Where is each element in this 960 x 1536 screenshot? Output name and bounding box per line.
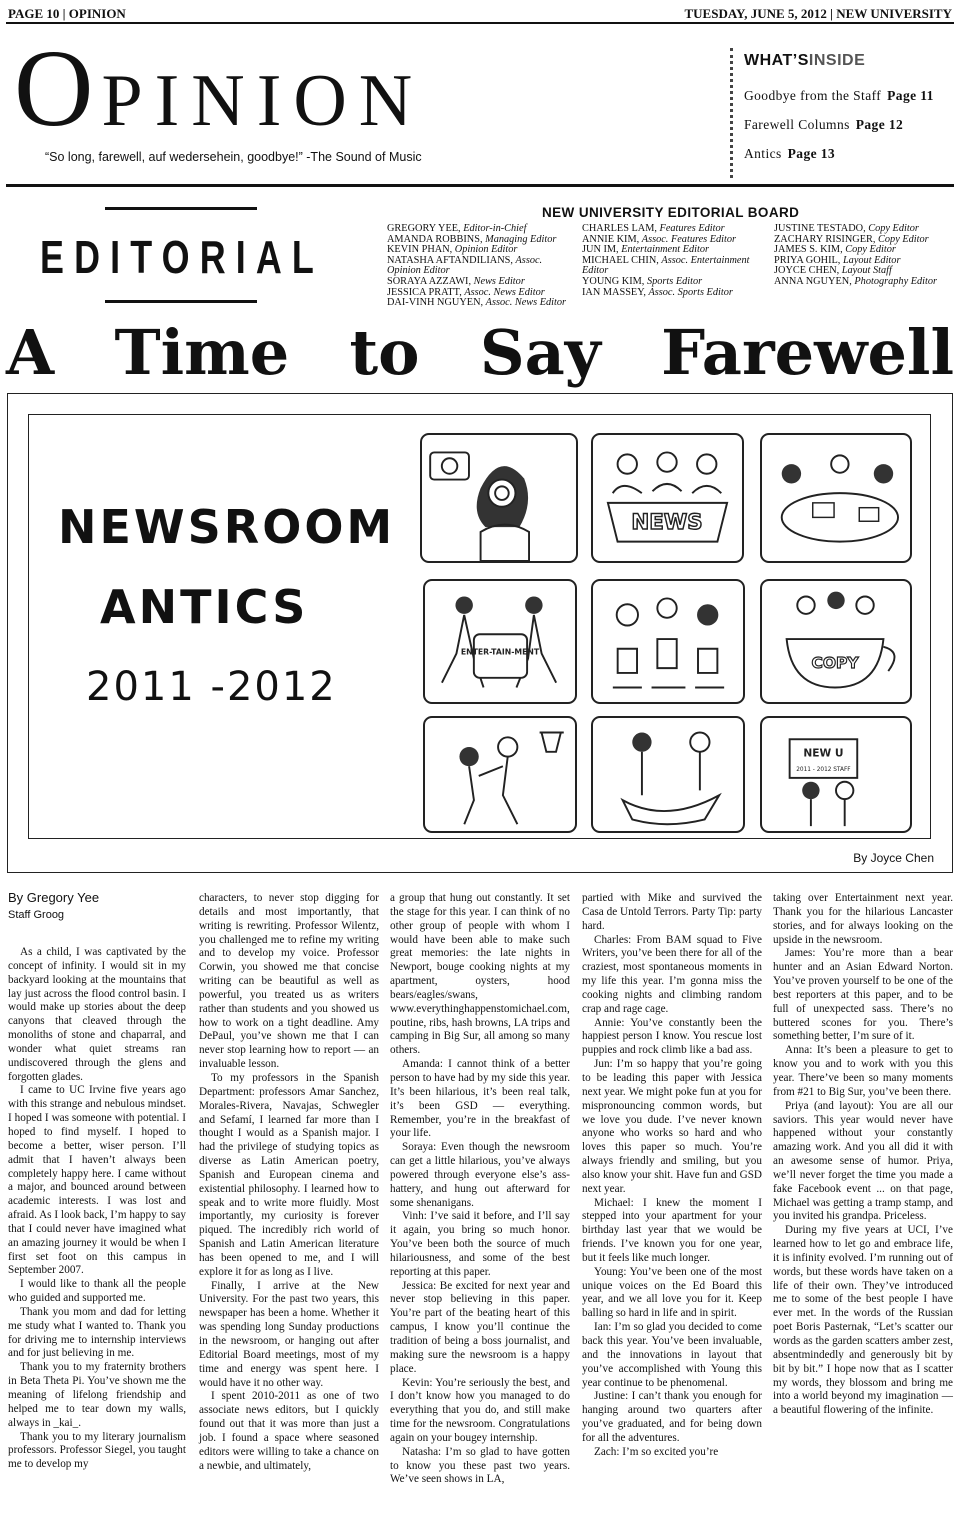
article-paragraph: Finally, I arrive at the New University. For the past two years, this newspaper has been a home. Whether it was spending long Sunday productions in the newsroom, or hanging out after Editorial Board meetings, most of my time and energy was spent here. I would have it no other way. (199, 1279, 379, 1389)
board-member-role: Opinion Editor (454, 244, 518, 256)
board-member-name: SORAYA AZZAWI, (387, 275, 472, 287)
board-member-name: JESSICA PRATT, (387, 286, 462, 298)
copy-cup-drawing (762, 581, 910, 702)
article-column-2 (199, 892, 379, 1473)
article-column-3 (390, 892, 570, 1487)
board-member-name: CHARLES LAM, (582, 223, 657, 234)
article-paragraph: Young: You’ve been one of the most unique voices on the Ed Board this year, and we all love you for it. Keep balling so hard in life and in spirit. (582, 1265, 762, 1320)
article-paragraph: I came to UC Irvine five years ago with this strange and nebulous mindset. I hoped I was someone with potential. I hoped to find myself. I hoped to become a better, wiser person. I’ll admit that I haven’t always been completely happy here. I came without a major, and bounced around between academic interests. I was lost and afraid. As I look back, I’m happy to say that I could never have imagined what an amazing journey it would be when I first set foot on this campus in September 2007. (8, 1084, 186, 1277)
inside-item-page: Page 13 (787, 146, 836, 161)
copy-cup-text: COPY (811, 654, 859, 673)
article-paragraph: Thank you to my literary journalism professors. Professor Siegel, you taught me to develop my (8, 1430, 186, 1471)
news-sign-text: NEWS (631, 510, 703, 536)
editorial-label: EDITORIAL (40, 231, 324, 283)
article-paragraph: Justine: I can’t thank you enough for hanging around two quarters after you’ve graduated, and for being down for all the adventures. (582, 1390, 762, 1444)
inside-item-page: Page 12 (855, 117, 904, 132)
article-paragraph: Jun: I’m so happy that you’re going to be leading this paper with Jessica next year. We might poke fun at you for mispronouncing common words, but we love you dude. I’ve never known anyone who works so hard and who loves this paper so much. You’re always friendly and smiling, but you also know your shit. Have fun and GSD next year. (582, 1058, 762, 1195)
editorial-board-title: NEW UNIVERSITY EDITORIAL BOARD (542, 205, 800, 220)
article-column-1 (8, 946, 186, 1472)
inside-item-label: Antics (744, 146, 782, 161)
article-paragraph: Annie: You’ve constantly been the happiest person I know. You rescue lost puppies and rock climb like a bad ass. (582, 1016, 762, 1057)
inside-item-label: Farewell Columns (744, 117, 850, 132)
folio-right: TUESDAY, JUNE 5, 2012 | NEW UNIVERSITY (684, 6, 952, 21)
article-paragraph: Anna: It’s been a pleasure to get to know you and to work with you this year. There’ve been so many moments from #21 to Big Sur, you’ve been there. (773, 1044, 953, 1098)
article-paragraph: Michael: I knew the moment I stepped into your apartment for your birthday last year that we would be friends. I’ve known you for one year, but it feels like much longer. (582, 1196, 762, 1264)
board-member-role: Assoc. Entertainment Editor (582, 254, 750, 277)
headline-word: A (6, 316, 55, 389)
board-member-name: PRIYA GOHIL, (774, 254, 841, 266)
board-member-name: KEVIN PHAN, (387, 244, 453, 256)
article-paragraph: I would like to thank all the people who guided and supported me. (8, 1278, 186, 1305)
board-member-name: JOYCE CHEN, (774, 265, 840, 277)
editorial-rule-top (105, 207, 257, 210)
headline-word: Say (479, 316, 601, 389)
board-member-name: DAI-VINH NGUYEN, (387, 297, 484, 309)
editorial-rule-bottom (105, 300, 257, 303)
panel-entertainment (423, 579, 577, 704)
whats-inside-heading (744, 52, 865, 70)
board-member-name: AMANDA ROBBINS, (387, 233, 483, 245)
article-paragraph: Thank you mom and dad for letting me study what I wanted to. Thank you for driving me to internship interviews and for just believing in me. (8, 1305, 186, 1360)
board-column-3 (774, 224, 954, 288)
panel-meeting (760, 433, 912, 563)
article-paragraph: Charles: From BAM squad to Five Writers, you’ve been there for all of the craziest, most spontaneous moments in my life this year. I’m gonna miss the cooking nights and climbing random crap and rage cage. (582, 933, 762, 1015)
cartoon-title-line-1: NEWSROOM (58, 500, 396, 554)
panel-thumbs (591, 579, 745, 704)
article-paragraph: a group that hung out constantly. It set the stage for this year. I can think of no other group of people with whom I would have been able to make such great memories: the late nights in Newport, bouge cooking nights at my apartment, oysters, hood bears/eagles/swans, www.everythinghappenstomichael.com, poutine, ribs, hash browns, LA trips and camping in Big Sur, all among so many others. (390, 892, 570, 1057)
panel-boat (591, 716, 745, 833)
staff-sign-years: 2011 - 2012 STAFF (796, 767, 851, 774)
article-paragraph: Priya (and layout): You are all our saviors. This year would never have happened without your constantly amazing work. And you all did it with an awesome sense of humor. Priya, we’ll never forget the time you made a fake Facebook event ... on that page, Michael was getting a tramp stamp, and you invited his grandpa. Priceless. (773, 1099, 953, 1223)
article-paragraph: Vinh: I’ve said it before, and I’ll say it again, you bring so much honor. You’ve been both the source of much hilariousness, and some of the best reporting at this paper. (390, 1210, 570, 1278)
board-member (774, 277, 954, 288)
board-member-role: Layout Editor (842, 254, 901, 266)
board-member-name: JUN IM, (582, 244, 619, 256)
cartoon-title-line-2: ANTICS (100, 580, 309, 634)
board-column-2 (582, 224, 768, 298)
cartoon-credit: By Joyce Chen (853, 851, 934, 865)
article-paragraph: I spent 2010-2011 as one of two associate news editors, but I quickly found out that it was more than just a job. I found a space where seasoned editors were willing to take a chance on a newbie, and ultimately, (199, 1390, 379, 1472)
photographer-drawing (422, 435, 576, 561)
news-desk-drawing (593, 435, 742, 561)
headline-word: Farewell (661, 316, 954, 389)
staff-sign-drawing (762, 718, 910, 831)
article-paragraph: partied with Mike and survived the Casa de Untold Terrors. Party Tip: party hard. (582, 892, 762, 932)
board-member-role: Assoc. Features Editor (641, 233, 737, 245)
cartoon-years: 2011 -2012 (86, 664, 337, 710)
thumbs-drawing (593, 581, 743, 702)
board-member-name: JUSTINE TESTADO, (774, 223, 866, 234)
article-paragraph: Kevin: You’re seriously the best, and I don’t know how you managed to do everything that you do, and still make time for the newsroom. Congratulations again on your bougey internship. (390, 1376, 570, 1444)
whats-inside-heading-b: INSIDE (808, 52, 866, 69)
board-member-name: ZACHARY RISINGER, (774, 233, 876, 245)
article-paragraph: Thank you to my fraternity brothers in Beta Theta Pi. You’ve shown me the meaning of lifelong friendship and helped me to tear down my walls, always in _kai_. (8, 1361, 186, 1429)
meeting-drawing (762, 435, 910, 561)
article-paragraph: taking over Entertainment next year. Thank you for the hilarious Lancaster stories, and for always looking on the upside in the newsroom. (773, 892, 953, 946)
folio-left: PAGE 10 | OPINION (8, 6, 126, 21)
article-paragraph: Amanda: I cannot think of a better person to have had by my side this year. It’s been hilarious, it’s been real talk, it’s been GSD — everything. Remember, you’re in the breakfast of your life. (390, 1058, 570, 1140)
article-paragraph: Zach: I’m so excited you’re (594, 1445, 719, 1458)
panel-copy (760, 579, 912, 704)
article-paragraph: Natasha: I’m so glad to have gotten to know you these past two years. We’ve seen shows in LA, (390, 1445, 570, 1486)
board-member-name: YOUNG KIM, (582, 275, 645, 287)
article-paragraph: Soraya: Even though the newsroom can get a little hilarious, you’ve always powered through everyone else’s ass-hattery, and hung out afterward for some shenanigans. (390, 1141, 570, 1209)
board-member (387, 256, 573, 277)
article-paragraph: To my professors in the Spanish Department: professors Amar Sanchez, Morales-Rivera, Navajas, Schwegler and Sefamí, I learned far more than I thought I would as a Spanish major. I had the privilege of studying topics as diverse as Latin American poetry, Spanish and European cinema and existential philosophy. I learned how to speak and to write more fluidly. Most importantly, my curiosity is forever piqued. The incredibly rich world of Spanish and Latin American literature has been opened to me, and I will explore it for as long as I live. (199, 1071, 379, 1278)
section-quote: “So long, farewell, auf wedersehein, goodbye!” -The Sound of Music (45, 150, 422, 164)
board-column-1 (387, 224, 573, 309)
board-member-role: Managing Editor (485, 233, 557, 245)
board-member-role: Assoc. News Editor (485, 297, 567, 309)
article-byline: By Gregory Yee (8, 890, 100, 905)
board-member-role: Layout Staff (841, 265, 892, 277)
panel-basketball (423, 716, 577, 833)
board-member-name: NATASHA AFTANDILIANS, (387, 254, 513, 266)
board-member-name: JAMES S. KIM, (774, 244, 843, 256)
board-member-name: ANNIE KIM, (582, 233, 640, 245)
article-column-4 (582, 892, 762, 1460)
article-paragraph: Jessica: Be excited for next year and never stop believing in this paper. You’re part of the beating heart of this campus, I know you’ll continue the tradition of being a boss journalist, and making sure the newsroom is a happy place. (390, 1279, 570, 1375)
article-paragraph: During my five years at UCI, I’ve learned how to let go and embrace life, it is infinity evolved. I’m running out of words, but these words have taken on a life of their own. They’ve introduced me to some of the best people I have ever met. In the words of the Russian poet Boris Pasternak, “Let’s scatter our words as the garden scatters amber zest, absentmindedly and generously bit by bit by bit.” I hope now that as I scatter my words, they blossom and bring me into a world beyond my imagination — a beautiful flowering of the infinite. (773, 1224, 953, 1417)
inside-item[interactable] (744, 146, 835, 162)
board-member-role: Copy Editor (868, 223, 919, 234)
section-title-initial: O (14, 27, 102, 149)
dotted-divider (730, 48, 733, 178)
board-member-name: GREGORY YEE, (387, 223, 461, 234)
board-member (582, 256, 768, 277)
section-title-rest: PINION (101, 60, 425, 142)
article-column-5 (773, 892, 953, 1418)
article-paragraph: characters, to never stop digging for details and most importantly, that writing is rewriting. Professor Wilentz, you challenged me to refine my writing and to develop my voice. Professor Corwin, you showed me that concise writing can be beautiful as well as powerful, you treated us as writers rather than students and you showed us how to work on a tight deadline. Amy DePaul, you’ve shown me that I can never stop learning how to report — an invaluable lesson. (199, 892, 379, 1071)
board-member-role: Assoc. Opinion Editor (387, 254, 543, 277)
article-paragraph: As a child, I was captivated by the concept of infinity. I would sit in my backyard looking at the mountains that lay just across the flood control basin. I would make up stories about the deep canyons that cleaved through the monoliths of stone and chaparral, and wonder what quiet streams ran undiscovered through the glens and forgotten glades. (8, 946, 186, 1083)
entertainment-sign-text: ENTER-TAIN-MENT (460, 647, 540, 657)
staff-sign-title: NEW U (803, 746, 844, 760)
board-member-role: Assoc. News Editor (464, 286, 545, 298)
board-member-name: ANNA NGUYEN, (774, 275, 852, 287)
panel-photographer (420, 433, 578, 563)
top-rule (6, 22, 954, 24)
board-member-role: Copy Editor (845, 244, 896, 256)
board-member-name: IAN MASSEY, (582, 286, 646, 298)
article-paragraph: James: You’re more than a bear hunter and an Asian Edward Norton. You’ve proven yourself to be one of the best reporters at this paper, and to be full of unexpected sass. There’s no buttered scones for you. There’s something better, I’m sure of it. (773, 947, 953, 1043)
board-member-role: Photography Editor (854, 275, 938, 287)
board-member-role: Copy Editor (878, 233, 929, 245)
board-member-name: MICHAEL CHIN, (582, 254, 659, 266)
article-paragraph: Ian: I’m so glad you decided to come back this year. You’ve been invaluable, and the innovations in layout that you’ve accomplished with Young this year continue to be phenomenal. (582, 1321, 762, 1389)
inside-item-label: Goodbye from the Staff (744, 88, 882, 103)
headline-word: to (349, 316, 420, 389)
board-member-role: Entertainment Editor (621, 244, 710, 256)
whats-inside-heading-a: WHAT’S (744, 52, 809, 69)
board-member-role: Editor-in-Chief (463, 223, 527, 234)
board-member-role: Sports Editor (646, 275, 703, 287)
headline-word: Time (114, 316, 290, 389)
inside-item[interactable] (744, 88, 934, 104)
board-member-role: Assoc. Sports Editor (648, 286, 733, 298)
board-member-role: Features Editor (659, 223, 725, 234)
panel-staff (760, 716, 912, 833)
board-member (387, 298, 573, 309)
headline (6, 318, 954, 388)
inside-item[interactable] (744, 117, 903, 133)
board-member (582, 288, 768, 299)
inside-item-page: Page 11 (887, 88, 934, 103)
basketball-drawing (425, 718, 575, 831)
board-member-role: News Editor (473, 275, 525, 287)
panel-news (591, 433, 744, 563)
article-byline-role: Staff Groog (8, 909, 65, 921)
entertainment-drawing (425, 581, 575, 702)
section-title (14, 27, 425, 153)
boat-drawing (593, 718, 743, 831)
section-rule (6, 184, 954, 187)
